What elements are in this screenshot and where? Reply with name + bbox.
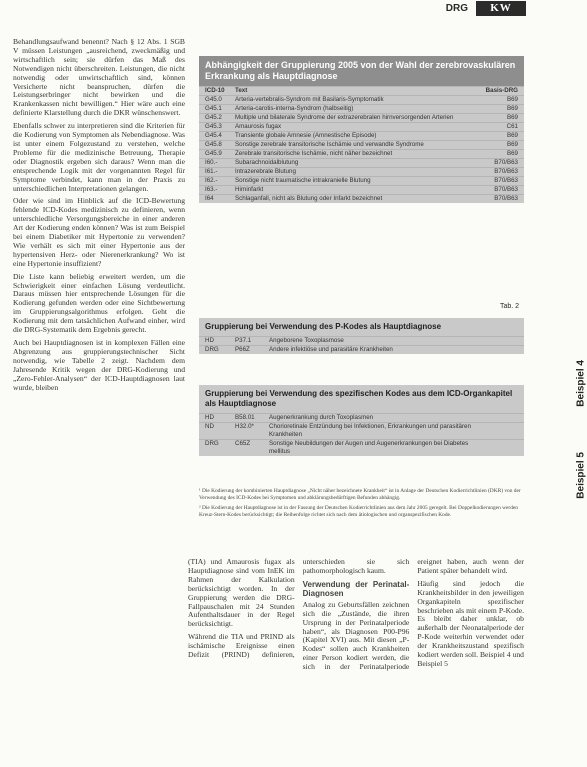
table-cell: Schlaganfall, nicht als Blutung oder Infarkt bezeichnet xyxy=(235,195,383,202)
table-row xyxy=(199,413,524,422)
table-cell: Intrazerebrale Blutung xyxy=(235,168,296,175)
table-cell: G45.1 xyxy=(205,105,222,112)
table-row xyxy=(199,113,524,122)
table-cell: ND xyxy=(205,423,214,430)
paragraph: Die Liste kann beliebig erweitert werden, um die Schwierigkeit einer einfachen Lösung verdeutlicht. Daraus müssen hier entsprechende Lösungen für die Kodierung gefunden werden oder eine Sichtbewertung im Gruppierungsalgorithmus erfolgen. Geht die Kodierung mit dem tatsächlichen Aufwand einher, wird die DRG-Systematik dem Ergebnis gerecht. xyxy=(13,271,185,335)
table-cell: Sonstige zerebrale transitorische Ischämie und verwandte Syndrome xyxy=(235,141,424,148)
table-cell: I63.- xyxy=(205,186,218,193)
table-cell: Arteria-vertebralis-Syndrom mit Basilaris-Symptomatik xyxy=(235,96,384,103)
table-cell: B69 xyxy=(506,96,518,103)
table-row xyxy=(199,336,524,345)
table-row xyxy=(199,194,524,203)
table-cell: I60.- xyxy=(205,159,218,166)
table-cell: B70/B63 xyxy=(494,159,518,166)
table-cell: P66Z xyxy=(235,346,250,353)
paragraph: Während die TIA und PRIND als ischämische Ereignisse einen Defizit (PRIND) definieren, unterschieden sie sich pathomorphologisch kaum. xyxy=(188,557,410,660)
table-cell: B69 xyxy=(506,105,518,112)
footnote: ² Die Kodierung der Hauptdiagnose ist in der Fassung der Deutschen Kodierrichtlinien aus dem Jahr 2005 geregelt. Bei Doppelkodierungen werden Kreuz-Stern-Kodes berücksichtigt; die Reihenfolge richtet sich nach dem ätiologischen und organspezifischen Kode. xyxy=(199,505,518,518)
table-title: Gruppierung bei Verwendung des P-Kodes als Hauptdiagnose xyxy=(205,322,442,331)
table-cell: HD xyxy=(205,337,214,344)
header-cell: ICD-10 xyxy=(205,87,225,94)
footnotes xyxy=(199,488,524,522)
table-cell: C65Z xyxy=(235,440,251,447)
table-row xyxy=(199,422,524,439)
table-cell: G45.9 xyxy=(205,150,222,157)
paragraph: Oder wie sind im Hinblick auf die ICD-Bewertung fehlende ICD-Kodes medizinisch zu definieren, wenn unterschiedliche Versorgungsbereiche in einer anderen Art der Kodierung enden können? Was ist zum Beispiel bei einem Diabetiker mit Hypertonie zu verwenden? Wie verhält es sich mit einer Hypertonie aus der hypertensiven Herz- oder Nierenerkrankung? Wo ist eine Hypertonie insuffizient? xyxy=(13,196,185,268)
table-cell: B70/B63 xyxy=(494,168,518,175)
section-label: DRG xyxy=(445,3,468,14)
table-row xyxy=(199,122,524,131)
table-row xyxy=(199,131,524,140)
table-cell: I62.- xyxy=(205,177,218,184)
table-cell: B70/B63 xyxy=(494,186,518,193)
table-cell: DRG xyxy=(205,440,219,447)
paragraph: Ebenfalls schwer zu interpretieren sind die Kriterien für die Kodierung von Symptomen als Nebendiagnose. Was ist unter einem Folgezustand zu verstehen, welche Probleme für die medizinische Betreuung, Therapie oder Diagnostik ergeben sich daraus? Wenn man die entsprechende Logik mit der vorgenannten Regel für Symptome verbindet, kann man in der Praxis zu unterschiedlichen Interpretationen gelangen. xyxy=(13,121,185,193)
table-cell xyxy=(482,440,518,456)
journal-logo: KW xyxy=(476,1,526,16)
table-cell: HD xyxy=(205,414,214,421)
table-cell xyxy=(482,337,518,345)
table-cell: C61 xyxy=(506,123,518,130)
paragraph: Häufig sind jedoch die Krankheitsbilder in den jeweiligen Organkapiteln spezifischer beschrieben als mit einem P-Kode. Es bleibt daher unklar, ob außerhalb der Neonatalperiode der P-Kode weiterhin verwendet oder der Krankheitszustand spezifisch kodiert werden soll. Beispiel 4 und Beispiel 5 xyxy=(417,578,524,668)
table-row xyxy=(199,176,524,185)
table-cell: B69 xyxy=(506,114,518,121)
table-row xyxy=(199,167,524,176)
table-cell: Augenerkrankung durch Toxoplasmen xyxy=(269,414,374,421)
table-cell: Zerebrale transitorische Ischämie, nicht näher bezeichnet xyxy=(235,150,393,157)
table-number-label: Tab. 2 xyxy=(500,303,520,310)
paragraph: Analog zu Geburtsfällen zeichnen sich die „Zustände, die ihren Ursprung in der Perinatalperiode haben“, als Diagnosen P00-P96 (Kapitel XVI) aus. Mit diesen „P-Kodes“ sollen auch Krankheiten einer Person kodiert werden, die sich in der Perinatalperiode ereignet haben, auch wenn der Patient später behandelt wird. xyxy=(302,557,524,672)
table-cell: Andere infektiöse und parasitäre Krankheiten xyxy=(269,346,393,353)
table-cell: Sonstige nicht traumatische intrakranielle Blutung xyxy=(235,177,371,184)
table-cell: Arteria-carotis-interna-Syndrom (halbseitig) xyxy=(235,105,354,112)
section-heading: Verwendung der Perinatal-Diagnosen xyxy=(302,579,410,598)
table-cell: G45.3 xyxy=(205,123,222,130)
table-cell: H32.0* xyxy=(235,423,254,430)
table-cell xyxy=(482,346,518,354)
table-cell: Sonstige Neubildungen der Augen und Augenerkrankungen bei Diabetes mellitus xyxy=(269,440,469,455)
left-column-text xyxy=(13,38,185,396)
table-cell: Amaurosis fugax xyxy=(235,123,282,130)
table-cell: B69 xyxy=(506,141,518,148)
bottom-text-columns xyxy=(188,558,524,672)
table-row xyxy=(199,149,524,158)
table-cell xyxy=(482,423,518,439)
table-row xyxy=(199,140,524,149)
table-cell: G45.2 xyxy=(205,114,222,121)
table-cell xyxy=(482,414,518,422)
table-header-row xyxy=(199,86,524,95)
table-cell: Hirninfarkt xyxy=(235,186,264,193)
table-cell: P37.1 xyxy=(235,337,252,344)
table-row xyxy=(199,345,524,354)
paragraph: (TIA) und Amaurosis fugax als Hauptdiagnose sind vom InEK im Rahmen der Kalkulation berücksichtigt worden. In der Gruppierung werden die DRG-Fallpauschalen mit 24 Stunden Aufenthaltsdauer in der Regel berücksichtigt. xyxy=(188,557,295,629)
table-row xyxy=(199,158,524,167)
page-header xyxy=(0,0,548,18)
header-cell: Text xyxy=(235,87,248,94)
table-cell: G45.0 xyxy=(205,96,222,103)
table-organ-chapter-grouping xyxy=(199,385,524,456)
table-cell: B69 xyxy=(506,150,518,157)
table-row xyxy=(199,439,524,456)
paragraph: Auch bei Hauptdiagnosen ist in komplexen Fällen eine Abgrenzung aus gruppierungstechnischer Sicht notwendig, wie Tabelle 2 zeigt. Nachdem dem Jahresende Kritik wegen der DRG-Kodierung und „Zero-Fehler-Analysen“ der ICD-Hauptdiagnosen laut wurde, bleiben xyxy=(13,338,185,392)
table-p-code-grouping xyxy=(199,318,524,354)
table-cell: B70/B63 xyxy=(494,177,518,184)
table-cerebrovascular-grouping xyxy=(199,56,524,203)
footnote: ¹ Die Kodierung der kombinierten Hauptdiagnose „Nicht näher bezeichnete Krankheit“ ist in Anlage der Deutschen Kodierrichtlinien (DKR) von der Verwendung des ICD-Kodes bei Symptomen und abklärungsbedürftigen Befunden abhängig. xyxy=(199,488,521,501)
table-cell: Chorioretinale Entzündung bei Infektionen, Erkrankungen und parasitären Krankheiten xyxy=(269,423,471,438)
table-cell: Subarachnoidalblutung xyxy=(235,159,299,166)
paragraph: Behandlungsaufwand benennt? Nach § 12 Abs. 1 SGB V müssen Leistungen „ausreichend, zweckmäßig und wirtschaftlich sein; sie dürfen das Maß des Notwendigen nicht überschreiten. Leistungen, die nicht notwendig oder unwirtschaftlich sind, können Versicherte nicht beanspruchen, dürfen die Leistungserbringer nicht bewirken und die Krankenkassen nicht bewilligen.“ Hier wäre auch eine definierte Klarstellung durch die DKR wünschenswert. xyxy=(13,37,185,118)
table-title: Gruppierung bei Verwendung des spezifischen Kodes aus dem ICD-Organkapitel als Hauptdiagnose xyxy=(205,389,513,408)
table-row xyxy=(199,104,524,113)
table-cell: B70/B63 xyxy=(494,195,518,202)
table-row xyxy=(199,95,524,104)
table-cell: B69 xyxy=(506,132,518,139)
table-cell: I61.- xyxy=(205,168,218,175)
table-cell: G45.8 xyxy=(205,141,222,148)
table-cell: Multiple und bilaterale Syndrome der extrazerebralen hirnversorgenden Arterien xyxy=(235,114,454,121)
table-cell: Transiente globale Amnesie (Amnestische Episode) xyxy=(235,132,377,139)
header-cell: Basis-DRG xyxy=(485,87,518,94)
table-cell: B58.01 xyxy=(235,414,255,421)
table-cell: G45.4 xyxy=(205,132,222,139)
table-cell: I64 xyxy=(205,195,214,202)
table-cell: DRG xyxy=(205,346,219,353)
table-cell: Angeborene Toxoplasmose xyxy=(269,337,344,344)
table-title: Abhängigkeit der Gruppierung 2005 von der Wahl der zerebrovaskulären Erkrankung als Hauptdiagnose xyxy=(199,56,524,86)
table-row xyxy=(199,185,524,194)
